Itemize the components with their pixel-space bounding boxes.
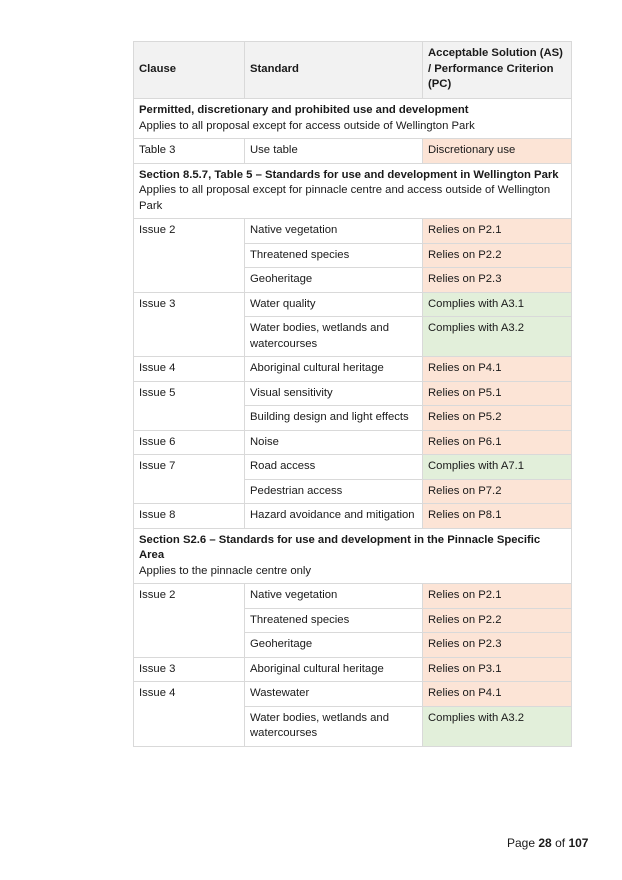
standard-cell: Wastewater bbox=[245, 682, 423, 707]
standard-cell: Water bodies, wetlands and watercourses bbox=[245, 317, 423, 357]
result-cell: Relies on P2.1 bbox=[423, 584, 572, 609]
result-cell: Relies on P2.2 bbox=[423, 608, 572, 633]
clause-cell: Issue 2 bbox=[134, 219, 245, 293]
section-note: Applies to all proposal except for pinnacle centre and access outside of Wellington Park bbox=[139, 184, 551, 212]
section-pinnacle-area bbox=[134, 528, 572, 584]
section-header-row bbox=[134, 163, 572, 219]
result-cell: Relies on P4.1 bbox=[423, 357, 572, 382]
standard-cell: Native vegetation bbox=[245, 219, 423, 244]
standard-cell: Aboriginal cultural heritage bbox=[245, 657, 423, 682]
table-row bbox=[134, 682, 572, 707]
of-label: of bbox=[555, 836, 566, 850]
result-cell: Relies on P6.1 bbox=[423, 430, 572, 455]
clause-cell: Issue 2 bbox=[134, 584, 245, 658]
section-title: Section 8.5.7, Table 5 – Standards for use and development in Wellington Park bbox=[139, 168, 559, 181]
standard-cell: Hazard avoidance and mitigation bbox=[245, 504, 423, 529]
table-row bbox=[134, 504, 572, 529]
result-cell: Relies on P2.1 bbox=[423, 219, 572, 244]
standard-cell: Geoheritage bbox=[245, 268, 423, 293]
result-cell: Complies with A3.2 bbox=[423, 317, 572, 357]
table-row bbox=[134, 584, 572, 609]
standard-cell: Visual sensitivity bbox=[245, 381, 423, 406]
result-cell: Relies on P4.1 bbox=[423, 682, 572, 707]
result-cell: Complies with A7.1 bbox=[423, 455, 572, 480]
page-current: 28 bbox=[538, 836, 552, 850]
standard-cell: Threatened species bbox=[245, 608, 423, 633]
clause-cell: Issue 4 bbox=[134, 357, 245, 382]
standard-cell: Geoheritage bbox=[245, 633, 423, 658]
standard-cell: Aboriginal cultural heritage bbox=[245, 357, 423, 382]
table-header-row bbox=[134, 42, 572, 99]
result-cell: Relies on P5.2 bbox=[423, 406, 572, 431]
clause-cell: Issue 5 bbox=[134, 381, 245, 430]
section-note: Applies to all proposal except for access outside of Wellington Park bbox=[139, 119, 475, 132]
standard-cell: Native vegetation bbox=[245, 584, 423, 609]
table-row bbox=[134, 357, 572, 382]
result-cell: Complies with A3.1 bbox=[423, 292, 572, 317]
result-cell: Discretionary use bbox=[423, 139, 572, 164]
section-title: Section S2.6 – Standards for use and development in the Pinnacle Specific Area bbox=[139, 533, 541, 561]
section-title: Permitted, discretionary and prohibited use and development bbox=[139, 104, 469, 116]
table-row bbox=[134, 219, 572, 244]
page-footer bbox=[507, 836, 588, 850]
table-row bbox=[134, 381, 572, 406]
table-row bbox=[134, 430, 572, 455]
result-cell: Relies on P5.1 bbox=[423, 381, 572, 406]
result-cell: Relies on P2.2 bbox=[423, 243, 572, 268]
standards-table bbox=[133, 41, 572, 747]
standard-cell: Road access bbox=[245, 455, 423, 480]
section-header-row bbox=[134, 528, 572, 584]
clause-cell: Issue 7 bbox=[134, 455, 245, 504]
result-cell: Relies on P2.3 bbox=[423, 268, 572, 293]
standard-cell: Noise bbox=[245, 430, 423, 455]
clause-cell: Issue 6 bbox=[134, 430, 245, 455]
standard-cell: Water quality bbox=[245, 292, 423, 317]
standard-cell: Building design and light effects bbox=[245, 406, 423, 431]
header-standard: Standard bbox=[245, 42, 423, 99]
table-row bbox=[134, 139, 572, 164]
clause-cell: Issue 8 bbox=[134, 504, 245, 529]
section-header-row bbox=[134, 99, 572, 139]
section-permitted-use bbox=[134, 99, 572, 139]
section-note: Applies to the pinnacle centre only bbox=[139, 564, 312, 577]
page-label: Page bbox=[507, 836, 536, 850]
standard-cell: Threatened species bbox=[245, 243, 423, 268]
result-cell: Relies on P8.1 bbox=[423, 504, 572, 529]
header-solution: Acceptable Solution (AS) / Performance Criterion (PC) bbox=[423, 42, 572, 99]
result-cell: Complies with A3.2 bbox=[423, 706, 572, 746]
section-wellington-park bbox=[134, 163, 572, 219]
page-total: 107 bbox=[568, 836, 589, 850]
result-cell: Relies on P3.1 bbox=[423, 657, 572, 682]
standard-cell: Use table bbox=[245, 139, 423, 164]
clause-cell: Issue 3 bbox=[134, 292, 245, 357]
standard-cell: Pedestrian access bbox=[245, 479, 423, 504]
clause-cell: Issue 3 bbox=[134, 657, 245, 682]
result-cell: Relies on P2.3 bbox=[423, 633, 572, 658]
header-clause: Clause bbox=[134, 42, 245, 99]
standard-cell: Water bodies, wetlands and watercourses bbox=[245, 706, 423, 746]
table-row bbox=[134, 657, 572, 682]
table-row bbox=[134, 292, 572, 317]
result-cell: Relies on P7.2 bbox=[423, 479, 572, 504]
table-row bbox=[134, 455, 572, 480]
clause-cell: Issue 4 bbox=[134, 682, 245, 747]
clause-cell: Table 3 bbox=[134, 139, 245, 164]
